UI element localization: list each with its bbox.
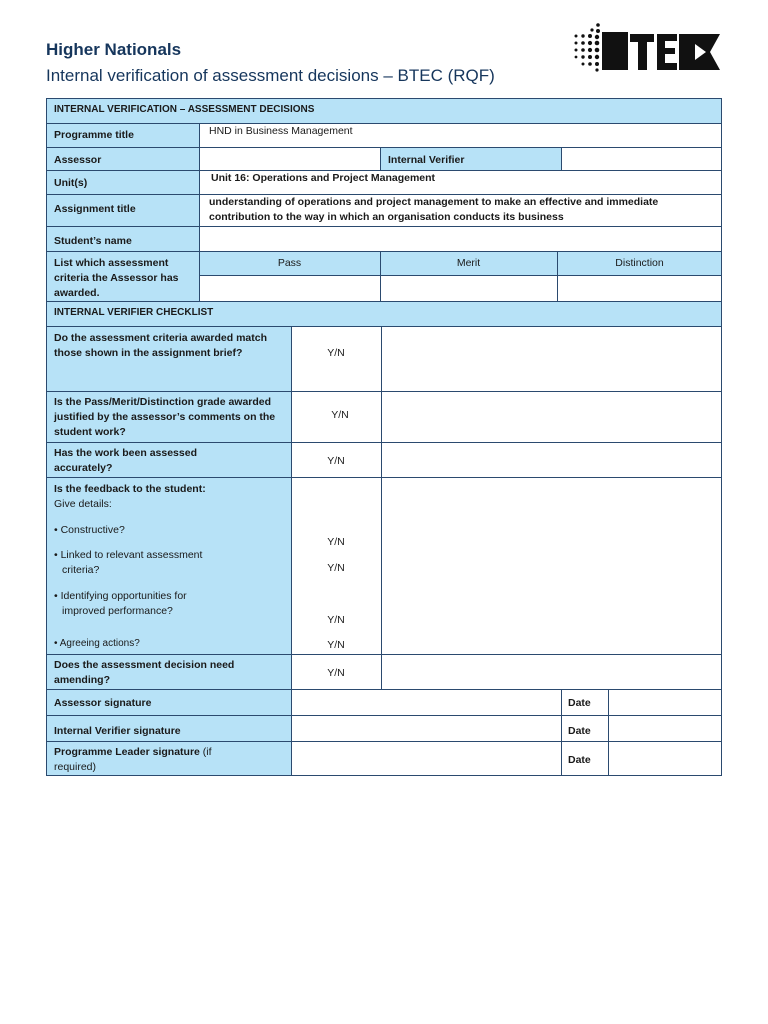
- question-line: accurately?: [54, 462, 113, 474]
- grid-line: [46, 194, 722, 195]
- assessor-date-field[interactable]: [608, 689, 722, 715]
- internal-verifier-field[interactable]: [561, 147, 722, 170]
- grid-line: [46, 654, 722, 655]
- question-feedback: [46, 477, 291, 654]
- question-line: justified by the assessor’s comments on the: [54, 411, 276, 423]
- pass-criteria-field[interactable]: [199, 275, 380, 301]
- comment-assessed-accurately[interactable]: [381, 442, 722, 477]
- pl-signature-field[interactable]: [291, 741, 561, 776]
- grid-line: [291, 326, 292, 776]
- assignment-title-line: understanding of operations and project management to make an effective and immediate: [209, 196, 659, 208]
- grid-line: [46, 147, 722, 148]
- feedback-bullet-actions: • Agreeing actions?: [54, 638, 140, 649]
- assignment-title-label: Assignment title: [46, 194, 199, 226]
- grid-line: [561, 147, 562, 170]
- criteria-label-line: List which assessment: [54, 257, 169, 269]
- question-grade-justified: [46, 391, 291, 442]
- feedback-bullet-opportunities-cont: improved performance?: [62, 605, 173, 617]
- grade-distinction-header: Distinction: [557, 251, 722, 275]
- iv-date-field[interactable]: [608, 715, 722, 741]
- question-decision-amending: [46, 654, 291, 689]
- grid-line: [46, 326, 722, 327]
- grade-merit-header: Merit: [380, 251, 557, 275]
- yn-constructive[interactable]: Y/N: [327, 536, 345, 548]
- grid-line: [199, 275, 722, 276]
- question-line: Does the assessment decision need: [54, 659, 235, 671]
- student-name-field[interactable]: [199, 226, 722, 251]
- pl-date-label: Date: [561, 741, 608, 776]
- grid-line: [46, 775, 722, 776]
- grid-line: [557, 251, 558, 301]
- distinction-criteria-field[interactable]: [557, 275, 722, 301]
- criteria-label-line: criteria the Assessor has: [54, 272, 179, 284]
- assessor-field[interactable]: [199, 147, 380, 170]
- grade-pass-header: Pass: [199, 251, 380, 275]
- give-details-text: Give details:: [54, 498, 112, 510]
- yn-grade-justified[interactable]: Y/N: [291, 391, 381, 442]
- grid-line: [199, 123, 200, 301]
- grid-line: [46, 98, 722, 99]
- grid-line: [608, 689, 609, 776]
- assignment-title-field[interactable]: [199, 194, 722, 226]
- criteria-label-line: awarded.: [54, 287, 100, 299]
- assessor-signature-label: Assessor signature: [46, 689, 291, 715]
- student-name-label: Student’s name: [46, 226, 199, 251]
- internal-verifier-label: Internal Verifier: [380, 147, 561, 170]
- question-line: Is the feedback to the student:: [54, 483, 206, 495]
- grid-line: [46, 477, 722, 478]
- assessor-date-label: Date: [561, 689, 608, 715]
- assessor-signature-field[interactable]: [291, 689, 561, 715]
- iv-date-label: Date: [561, 715, 608, 741]
- feedback-bullet-linked-cont: criteria?: [62, 564, 100, 576]
- feedback-bullet-constructive: • Constructive?: [54, 524, 125, 536]
- grid-line: [561, 689, 562, 776]
- programme-title-field[interactable]: HND in Business Management: [199, 123, 722, 147]
- pl-signature-note: (if: [199, 746, 212, 758]
- pl-date-field[interactable]: [608, 741, 722, 776]
- units-label: Unit(s): [46, 170, 199, 194]
- yn-actions[interactable]: Y/N: [327, 639, 345, 651]
- yn-criteria-match[interactable]: Y/N: [291, 326, 381, 391]
- question-line: amending?: [54, 674, 111, 686]
- question-line: student work?: [54, 426, 126, 438]
- grid-line: [46, 442, 722, 443]
- grid-line: [46, 123, 722, 124]
- assignment-title-line: contribution to the way in which an organisation conducts its business: [209, 211, 564, 223]
- page-title: Higher Nationals: [46, 40, 182, 59]
- iv-form: [46, 98, 722, 776]
- yn-opportunities[interactable]: Y/N: [327, 614, 345, 626]
- grid-line: [380, 251, 381, 301]
- pl-signature-label: [46, 741, 291, 776]
- question-assessed-accurately: [46, 442, 291, 477]
- page-subtitle: Internal verification of assessment decisions – BTEC (RQF): [46, 66, 495, 85]
- pl-signature-note: required): [54, 761, 97, 773]
- yn-linked[interactable]: Y/N: [327, 562, 345, 574]
- question-line: Is the Pass/Merit/Distinction grade awarded: [54, 396, 272, 408]
- iv-signature-field[interactable]: [291, 715, 561, 741]
- grid-line: [46, 715, 722, 716]
- comment-decision-amending[interactable]: [381, 654, 722, 689]
- comment-criteria-match[interactable]: [381, 326, 722, 391]
- comment-feedback[interactable]: [381, 477, 722, 654]
- grid-line: [46, 301, 722, 302]
- pl-signature-text: Programme Leader signature: [54, 746, 200, 758]
- question-line: Do the assessment criteria awarded match: [54, 332, 268, 344]
- btec-logo-icon: [572, 22, 722, 72]
- yn-feedback-column: [291, 477, 381, 654]
- feedback-bullet-linked: • Linked to relevant assessment: [54, 549, 203, 561]
- grid-line: [46, 689, 722, 690]
- question-criteria-match: [46, 326, 291, 391]
- criteria-awarded-label: [46, 251, 199, 301]
- merit-criteria-field[interactable]: [380, 275, 557, 301]
- grid-line: [380, 147, 381, 170]
- question-line: Has the work been assessed: [54, 447, 197, 459]
- grid-line: [46, 391, 722, 392]
- section-heading-assessment-decisions: INTERNAL VERIFICATION – ASSESSMENT DECISIONS: [46, 98, 722, 123]
- programme-title-label: Programme title: [46, 123, 199, 147]
- yn-decision-amending[interactable]: Y/N: [291, 654, 381, 689]
- grid-line: [46, 226, 722, 227]
- grid-line: [381, 326, 382, 689]
- yn-assessed-accurately[interactable]: Y/N: [291, 442, 381, 477]
- grid-line: [46, 251, 722, 252]
- grid-line: [721, 98, 722, 776]
- comment-grade-justified[interactable]: [381, 391, 722, 442]
- grid-line: [46, 98, 47, 776]
- grid-line: [46, 741, 722, 742]
- iv-signature-label: Internal Verifier signature: [46, 715, 291, 741]
- feedback-bullet-opportunities: • Identifying opportunities for: [54, 590, 187, 602]
- question-line: those shown in the assignment brief?: [54, 347, 243, 359]
- section-heading-iv-checklist: INTERNAL VERIFIER CHECKLIST: [46, 301, 722, 326]
- units-field[interactable]: Unit 16: Operations and Project Management: [199, 170, 722, 194]
- grid-line: [46, 170, 722, 171]
- assessor-label: Assessor: [46, 147, 199, 170]
